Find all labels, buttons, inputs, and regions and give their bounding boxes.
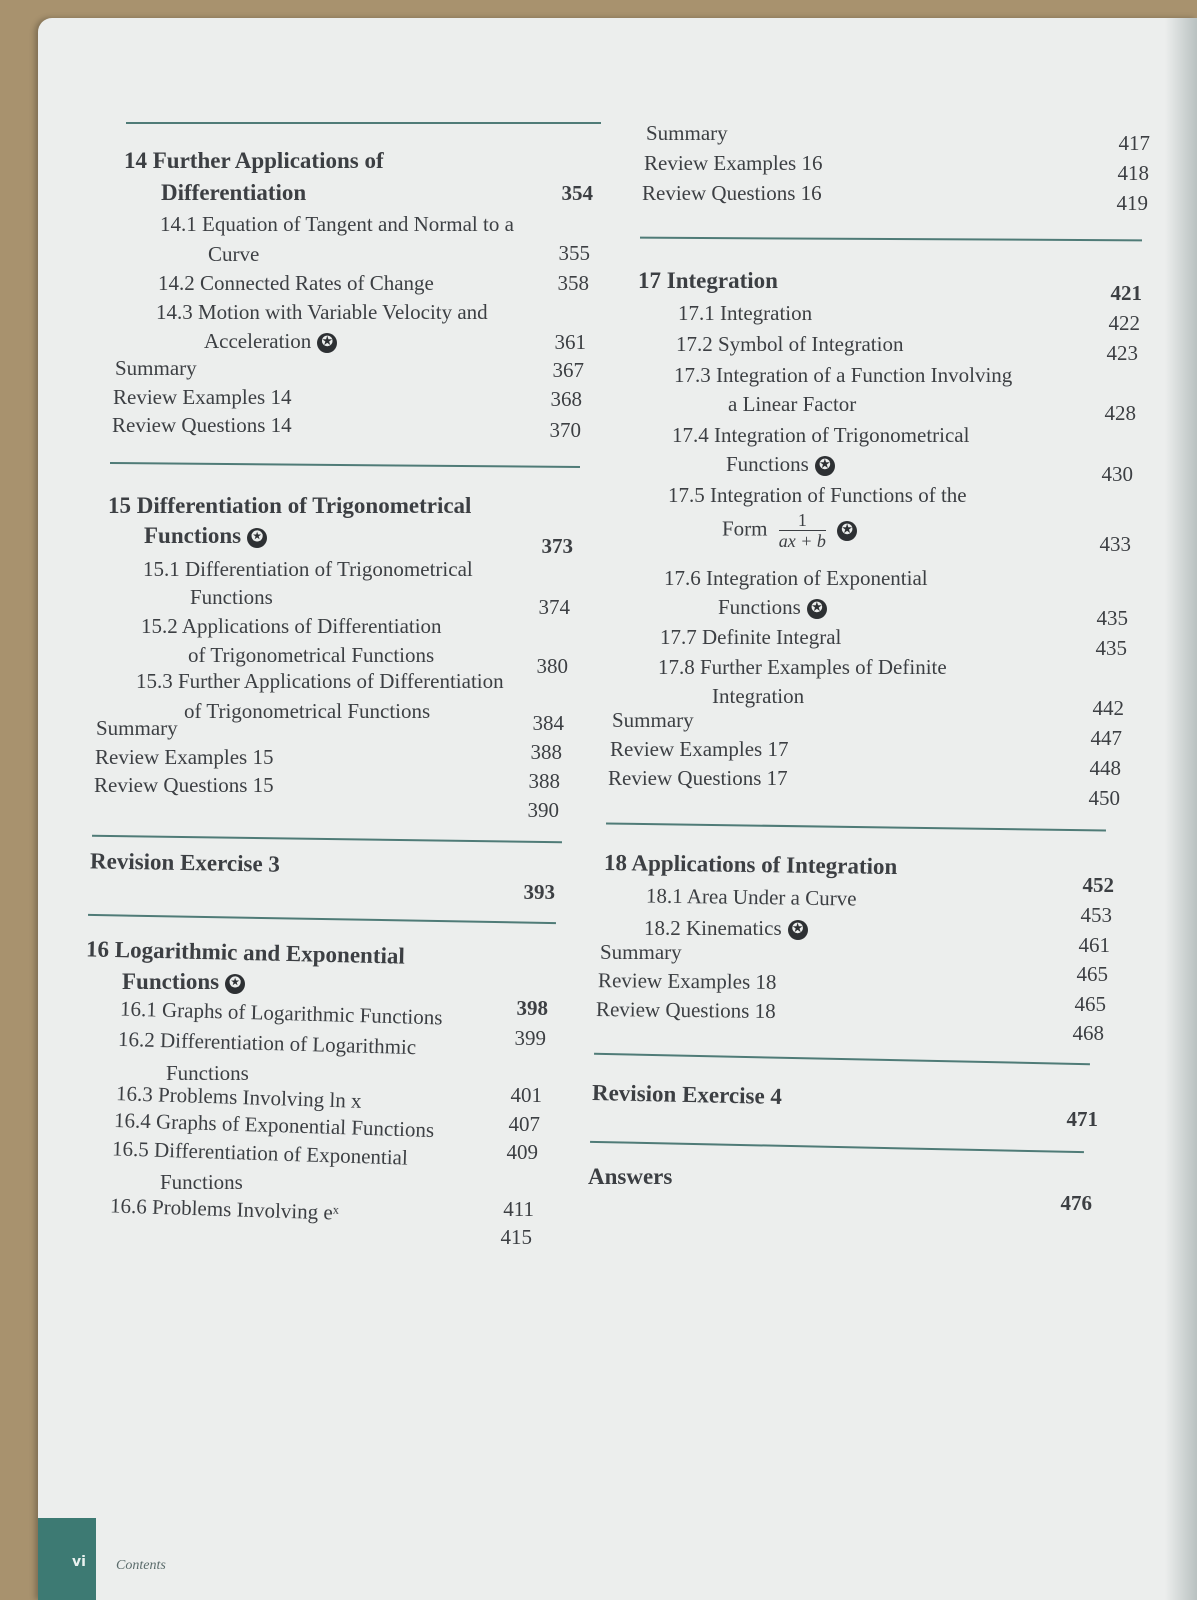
section-16-3-page: 407 xyxy=(508,1112,540,1136)
divider xyxy=(594,1053,1090,1065)
divider xyxy=(606,823,1106,832)
revision-exercise-4-page: 471 xyxy=(1066,1107,1098,1131)
chapter-18-title: 18 Applications of Integration xyxy=(603,849,898,880)
chapter-14-summary-page: 367 xyxy=(552,358,584,382)
chapter-14-review-examples-page: 368 xyxy=(550,387,582,411)
chapter-14-title: 14 Further Applications of xyxy=(124,148,384,173)
chapter-16-title-cont: Functions ✪ xyxy=(122,969,245,995)
divider xyxy=(92,835,562,844)
chapter-18-review-examples-page: 465 xyxy=(1074,992,1106,1016)
section-17-1-page: 422 xyxy=(1108,311,1140,335)
chapter-15-title-cont: Functions ✪ xyxy=(144,523,267,549)
chapter-18-review-questions: Review Questions 18 xyxy=(595,997,776,1023)
chapter-14-review-questions-page: 370 xyxy=(549,418,581,442)
chapter-16-review-questions: Review Questions 16 xyxy=(642,181,822,205)
section-16-5: 16.5 Differentiation of Exponential xyxy=(111,1136,409,1170)
revision-exercise-3-page: 393 xyxy=(523,880,555,904)
section-17-4-page: 430 xyxy=(1101,462,1133,486)
section-17-3: 17.3 Integration of a Function Involving xyxy=(674,363,1013,387)
chapter-16-review-examples-page: 418 xyxy=(1117,161,1149,185)
star-icon: ✪ xyxy=(225,974,245,994)
star-icon: ✪ xyxy=(837,521,857,541)
section-18-2-page: 461 xyxy=(1078,933,1110,957)
divider xyxy=(88,914,556,924)
section-17-8-cont: Integration xyxy=(712,684,805,708)
section-17-6-cont: Functions ✪ xyxy=(718,594,827,620)
section-17-2-page: 423 xyxy=(1106,341,1138,365)
fraction-1-over-ax-plus-b: $\frac{1}{ax + b}$ xyxy=(778,510,826,551)
chapter-16-page: 398 xyxy=(516,996,548,1020)
divider xyxy=(110,462,580,468)
section-17-8-page: 442 xyxy=(1092,696,1124,720)
section-16-2-page: 401 xyxy=(510,1083,542,1107)
chapter-17-summary: Summary xyxy=(612,708,694,732)
section-18-1: 18.1 Area Under a Curve xyxy=(645,883,857,911)
chapter-17-page: 421 xyxy=(1110,281,1142,305)
chapter-15-review-examples: Review Examples 15 xyxy=(95,745,274,769)
section-15-1-page: 374 xyxy=(538,595,570,619)
divider xyxy=(640,237,1142,242)
section-14-1-cont: Curve xyxy=(208,242,260,266)
section-16-4: 16.4 Graphs of Exponential Functions xyxy=(113,1107,435,1143)
star-icon: ✪ xyxy=(247,528,267,548)
section-15-2: 15.2 Applications of Differentiation xyxy=(141,614,442,638)
contents-page xyxy=(38,18,1197,1600)
chapter-18-review-questions-page: 468 xyxy=(1072,1021,1104,1045)
section-15-2-page: 380 xyxy=(536,654,568,678)
section-15-3-cont: of Trigonometrical Functions xyxy=(184,699,431,723)
chapter-17-summary-page: 447 xyxy=(1090,726,1122,750)
section-16-5-page: 411 xyxy=(503,1197,534,1221)
section-15-3: 15.3 Further Applications of Differentiation xyxy=(136,669,504,693)
chapter-15-review-examples-page: 388 xyxy=(528,769,560,793)
section-14-3-page: 361 xyxy=(554,330,586,354)
divider xyxy=(126,122,601,124)
chapter-17-review-examples-page: 448 xyxy=(1089,756,1121,780)
chapter-18-page: 452 xyxy=(1082,873,1114,897)
section-15-1: 15.1 Differentiation of Trigonometrical xyxy=(143,557,473,581)
chapter-17-review-questions-page: 450 xyxy=(1088,786,1120,810)
chapter-14-review-examples: Review Examples 14 xyxy=(113,385,292,409)
section-14-1: 14.1 Equation of Tangent and Normal to a xyxy=(160,212,514,236)
section-17-3-page: 428 xyxy=(1104,401,1136,425)
section-17-5: 17.5 Integration of Functions of the xyxy=(668,483,967,507)
answers-page: 476 xyxy=(1060,1191,1092,1215)
page-number-tab: vi xyxy=(38,1518,96,1600)
section-17-3-cont: a Linear Factor xyxy=(728,392,857,416)
chapter-14-page: 354 xyxy=(561,181,593,205)
section-18-1-page: 453 xyxy=(1080,903,1112,927)
section-16-6: 16.6 Problems Involving eˣ xyxy=(109,1193,340,1225)
section-16-3: 16.3 Problems Involving ln x xyxy=(115,1081,362,1113)
section-14-2: 14.2 Connected Rates of Change xyxy=(158,271,434,295)
section-17-4: 17.4 Integration of Trigonometrical xyxy=(672,423,970,447)
section-17-6-page: 435 xyxy=(1096,606,1128,630)
section-18-2: 18.2 Kinematics ✪ xyxy=(644,915,808,941)
revision-exercise-3: Revision Exercise 3 xyxy=(89,848,281,877)
section-label: Contents xyxy=(116,1558,166,1573)
section-15-2-cont: of Trigonometrical Functions xyxy=(188,643,435,667)
chapter-15-title: 15 Differentiation of Trigonometrical xyxy=(108,493,472,518)
chapter-15-review-questions-page: 390 xyxy=(527,798,559,822)
chapter-16-review-examples: Review Examples 16 xyxy=(644,151,823,175)
section-14-1-page: 355 xyxy=(558,241,590,265)
section-16-5-cont: Functions xyxy=(160,1170,243,1194)
star-icon: ✪ xyxy=(815,456,835,476)
answers: Answers xyxy=(588,1164,673,1189)
section-14-3-cont: Acceleration ✪ xyxy=(204,328,337,354)
chapter-17-review-questions: Review Questions 17 xyxy=(608,766,788,790)
section-16-4-page: 409 xyxy=(506,1140,538,1164)
chapter-17-title: 17 Integration xyxy=(638,268,778,293)
section-17-1: 17.1 Integration xyxy=(678,301,813,325)
section-17-7-page: 435 xyxy=(1095,636,1127,660)
section-14-2-page: 358 xyxy=(557,271,589,295)
chapter-15-summary: Summary xyxy=(96,716,178,740)
chapter-14-summary: Summary xyxy=(115,356,197,380)
section-16-2: 16.2 Differentiation of Logarithmic xyxy=(117,1026,417,1060)
chapter-15-review-questions: Review Questions 15 xyxy=(94,773,274,797)
section-15-3-page: 384 xyxy=(532,711,564,735)
chapter-18-review-examples: Review Examples 18 xyxy=(597,968,777,994)
chapter-16-review-questions-page: 419 xyxy=(1116,191,1148,215)
section-16-2-cont: Functions xyxy=(166,1061,249,1085)
section-17-2: 17.2 Symbol of Integration xyxy=(676,332,904,356)
divider xyxy=(590,1141,1084,1153)
chapter-18-summary: Summary xyxy=(600,940,682,964)
section-16-1-page: 399 xyxy=(514,1026,546,1050)
chapter-16-summary-page: 417 xyxy=(1118,131,1150,155)
chapter-14-review-questions: Review Questions 14 xyxy=(112,413,292,437)
section-17-8: 17.8 Further Examples of Definite xyxy=(658,655,947,679)
section-17-7: 17.7 Definite Integral xyxy=(660,625,842,649)
star-icon: ✪ xyxy=(788,920,808,940)
chapter-15-page: 373 xyxy=(541,534,573,558)
section-17-5-cont: Form $\frac{1}{ax + b}$ ✪ xyxy=(722,510,857,551)
star-icon: ✪ xyxy=(807,599,827,619)
section-17-5-page: 433 xyxy=(1099,532,1131,556)
section-14-3: 14.3 Motion with Variable Velocity and xyxy=(156,300,488,324)
chapter-16-title: 16 Logarithmic and Exponential xyxy=(85,936,406,969)
chapter-16-summary: Summary xyxy=(646,121,728,145)
revision-exercise-4: Revision Exercise 4 xyxy=(591,1080,783,1109)
section-17-6: 17.6 Integration of Exponential xyxy=(664,566,928,590)
chapter-15-summary-page: 388 xyxy=(530,740,562,764)
section-16-6-page: 415 xyxy=(500,1225,532,1249)
section-17-4-cont: Functions ✪ xyxy=(726,451,835,477)
chapter-17-review-examples: Review Examples 17 xyxy=(610,737,789,761)
chapter-18-summary-page: 465 xyxy=(1076,962,1108,986)
section-15-1-cont: Functions xyxy=(190,585,273,609)
section-16-1: 16.1 Graphs of Logarithmic Functions xyxy=(119,996,443,1030)
star-icon: ✪ xyxy=(317,333,337,353)
chapter-14-title-cont: Differentiation xyxy=(161,180,307,205)
